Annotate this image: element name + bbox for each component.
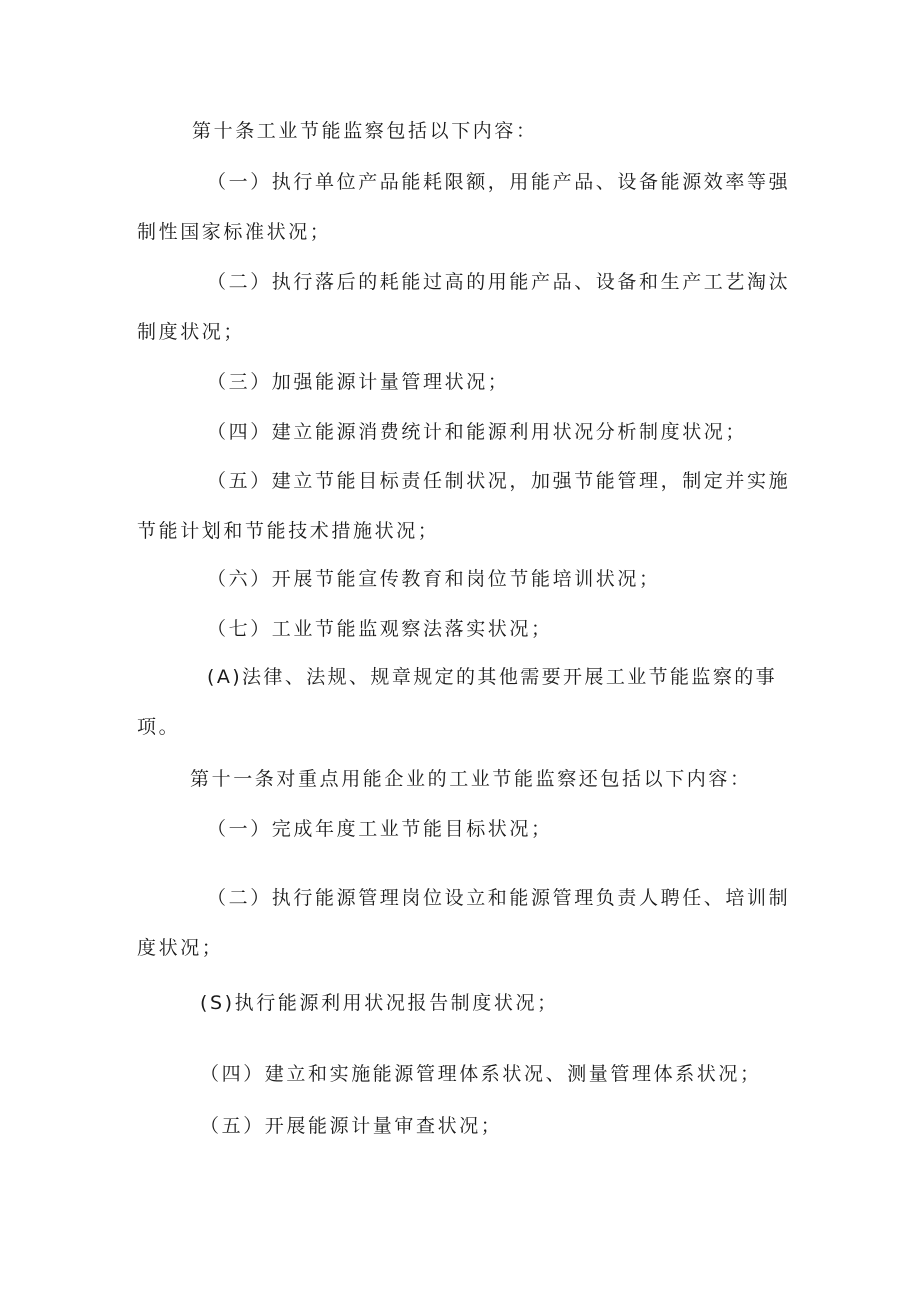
paragraph-line: （五）开展能源计量审查状况； — [200, 1115, 503, 1137]
article-10-heading: 第十条工业节能监察包括以下内容： — [192, 120, 538, 142]
paragraph-line: （二）执行能源管理岗位设立和能源管理负责人聘任、培训制 — [207, 887, 791, 909]
paragraph-line: （三）加强能源计量管理状况； — [207, 371, 510, 393]
paragraph-line: 制性国家标准状况； — [137, 221, 332, 243]
paragraph-line: 制度状况； — [137, 321, 246, 343]
paragraph-line: （二）执行落后的耗能过高的用能产品、设备和生产工艺淘汰 — [207, 271, 791, 293]
paragraph-line: (S)执行能源利用状况报告制度状况； — [200, 992, 559, 1014]
paragraph-line: （一）完成年度工业节能目标状况； — [207, 818, 553, 840]
paragraph-line: （一）执行单位产品能耗限额，用能产品、设备能源效率等强 — [207, 171, 791, 193]
paragraph-line: 度状况； — [137, 937, 224, 959]
paragraph-line: （五）建立节能目标责任制状况，加强节能管理，制定并实施 — [207, 470, 791, 492]
paragraph-line: 节能计划和节能技术措施状况； — [137, 520, 440, 542]
paragraph-line: （六）开展节能宣传教育和岗位节能培训状况； — [207, 568, 661, 590]
article-11-heading: 第十一条对重点用能企业的工业节能监察还包括以下内容： — [190, 768, 752, 790]
paragraph-line: （四）建立能源消费统计和能源利用状况分析制度状况； — [207, 421, 748, 443]
paragraph-line: (A)法律、法规、规章规定的其他需要开展工业节能监察的事 — [207, 666, 778, 688]
paragraph-line: （七）工业节能监观察法落实状况； — [207, 618, 553, 640]
paragraph-line: 项。 — [137, 716, 181, 738]
paragraph-line: （四）建立和实施能源管理体系状况、测量管理体系状况； — [200, 1063, 762, 1085]
